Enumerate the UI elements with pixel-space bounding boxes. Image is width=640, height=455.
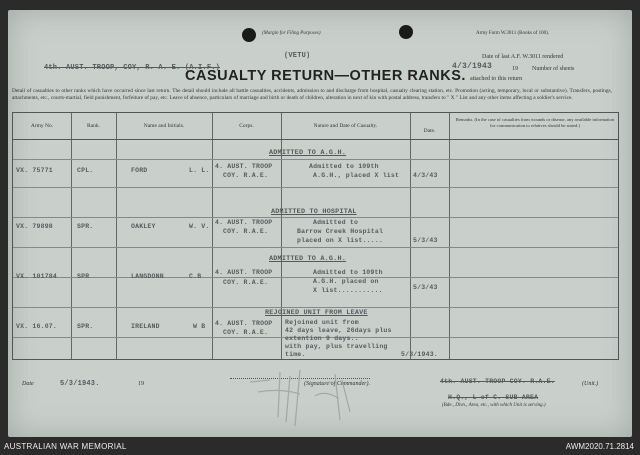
previous-return-label: Date of last A.F. W.3011 rendered <box>482 54 564 60</box>
formation-value: H.Q., L of C. SUB AREA <box>448 394 539 401</box>
unit-label: (Unit.) <box>582 381 599 387</box>
column-header-nature: Nature and Date of Casualty. <box>313 123 378 129</box>
surname: IRELAND <box>131 323 160 330</box>
punch-hole <box>242 28 256 42</box>
casualty-line-3: placed on X list..... <box>297 237 384 244</box>
casualty-line-3: extention 9 days.. <box>285 335 359 342</box>
casualty-line-1: Admitted to 109th <box>313 269 383 276</box>
rank: SPR. <box>77 323 94 330</box>
form-title: CASUALTY RETURN—OTHER RANKS. <box>185 68 466 84</box>
casualty-date: 4/3/43 <box>413 172 438 179</box>
initials: L. L. <box>189 167 210 174</box>
initials: W. V. <box>189 223 210 230</box>
corps-line-2: COY. R.A.E. <box>223 279 269 286</box>
column-header-corps: Corps. <box>239 123 254 129</box>
archive-accession-number: AWM2020.71.2814 <box>565 442 634 451</box>
casualty-date: 5/3/1943. <box>401 351 438 358</box>
column-header-name: Name and Initials. <box>143 123 185 129</box>
casualty-line-4: with pay, plus travelling <box>285 343 388 350</box>
corps-line-1: 4. AUST. TROOP <box>215 219 273 226</box>
casualty-line-3: X list........... <box>313 287 383 294</box>
casualty-table <box>12 112 619 360</box>
army-number: VX. 101784 <box>16 273 58 280</box>
form-reference: Army Form W.3011 (Books of 100). <box>476 31 550 36</box>
previous-return-year: 19 <box>512 66 518 72</box>
casualty-line-5: time. <box>285 351 306 358</box>
unit-header: 4th. AUST. TROOP, COY, R. A. E. (A.I.F.) <box>44 64 221 72</box>
casualty-line-2: Barrow Creek Hospital <box>297 228 384 235</box>
initials: C.B <box>189 273 202 280</box>
casualty-date: 5/3/43 <box>413 284 438 291</box>
casualty-line-2: A.G.H. placed on <box>313 278 379 285</box>
surname: LANGDONN <box>131 273 164 280</box>
date-label: Date <box>22 381 34 387</box>
corps-line-2: COY. R.A.E. <box>223 172 269 179</box>
return-date: 5/3/1943. <box>60 380 100 388</box>
casualty-date: 5/3/43 <box>413 237 438 244</box>
corps-line-2: COY. R.A.E. <box>223 228 269 235</box>
initials: W B <box>193 323 206 330</box>
corps-line-1: 4. AUST. TROOP <box>215 269 273 276</box>
archive-credit: AUSTRALIAN WAR MEMORIAL <box>4 442 127 451</box>
signature-label: (Signature of Commander). <box>230 378 370 387</box>
pencil-signature <box>240 362 380 432</box>
unit-value: 4th. AUST. TROOP COY. R.A.E. <box>440 378 555 385</box>
entry-caption: ADMITTED TO HOSPITAL <box>271 208 357 216</box>
entry-caption: ADMITTED TO A.G.H. <box>269 149 347 157</box>
surname: FORD <box>131 167 148 174</box>
casualty-line-2: A.G.H., placed X list <box>313 172 400 179</box>
rank: SPR <box>77 273 90 280</box>
surname: OAKLEY <box>131 223 156 230</box>
casualty-line-1: Admitted to <box>313 219 359 226</box>
column-header-rank: Rank. <box>87 123 100 129</box>
entry-caption: REJOINED UNIT FROM LEAVE <box>265 309 368 317</box>
instructions-text: Detail of casualties to other ranks which have occurred since last return. The detail should include all battle casualties, accidents, admission to and discharge from hospital, casualty clearing station, etc. Promotion (acting, temporary, local or substantive). Transfers, postings, attachments, etc., courts-martial, field punishment, forfeiture of pay, etc. Leave of absence, particulars of marriage and birth or death of children, alteration in next of kin with postal address, transfers to " X " List and any other items affecting a soldier's service. <box>12 88 612 101</box>
column-header-remarks: Remarks. (In the case of casualties from wounds or disease, any available information for communication to relatives should be stated.) <box>455 117 615 128</box>
casualty-line-1: Admitted to 109th <box>309 163 379 170</box>
corps-line-1: 4. AUST. TROOP <box>215 163 273 170</box>
vfu-tag: (VETU) <box>284 52 311 60</box>
previous-return-date: 4/3/1943 <box>452 62 493 71</box>
formation-label: (Bde., Divn., Area, etc., with which Unit is serving.) <box>442 403 546 408</box>
attached-label: attached to this return <box>470 76 523 82</box>
entry-caption: ADMITTED TO A.G.H. <box>269 255 347 263</box>
margin-note: (Margin for Filing Purposes) <box>262 31 321 36</box>
army-number: VX. 16.07. <box>16 323 58 330</box>
corps-line-2: COY. R.A.E. <box>223 329 269 336</box>
return-year: 19 <box>138 381 144 387</box>
column-header-army-no: Army No. <box>30 123 54 129</box>
column-header-date: Date. <box>423 128 436 134</box>
corps-line-1: 4. AUST. TROOP <box>215 320 273 327</box>
army-number: VX. 79898 <box>16 223 53 230</box>
casualty-line-1: Rejoined unit from <box>285 319 359 326</box>
army-number: VX. 75771 <box>16 167 53 174</box>
punch-hole <box>399 25 413 39</box>
casualty-line-2: 42 days leave, 26days plus <box>285 327 392 334</box>
rank: CPL. <box>77 167 94 174</box>
sheets-label: Number of sheets <box>532 66 575 72</box>
rank: SPR. <box>77 223 94 230</box>
